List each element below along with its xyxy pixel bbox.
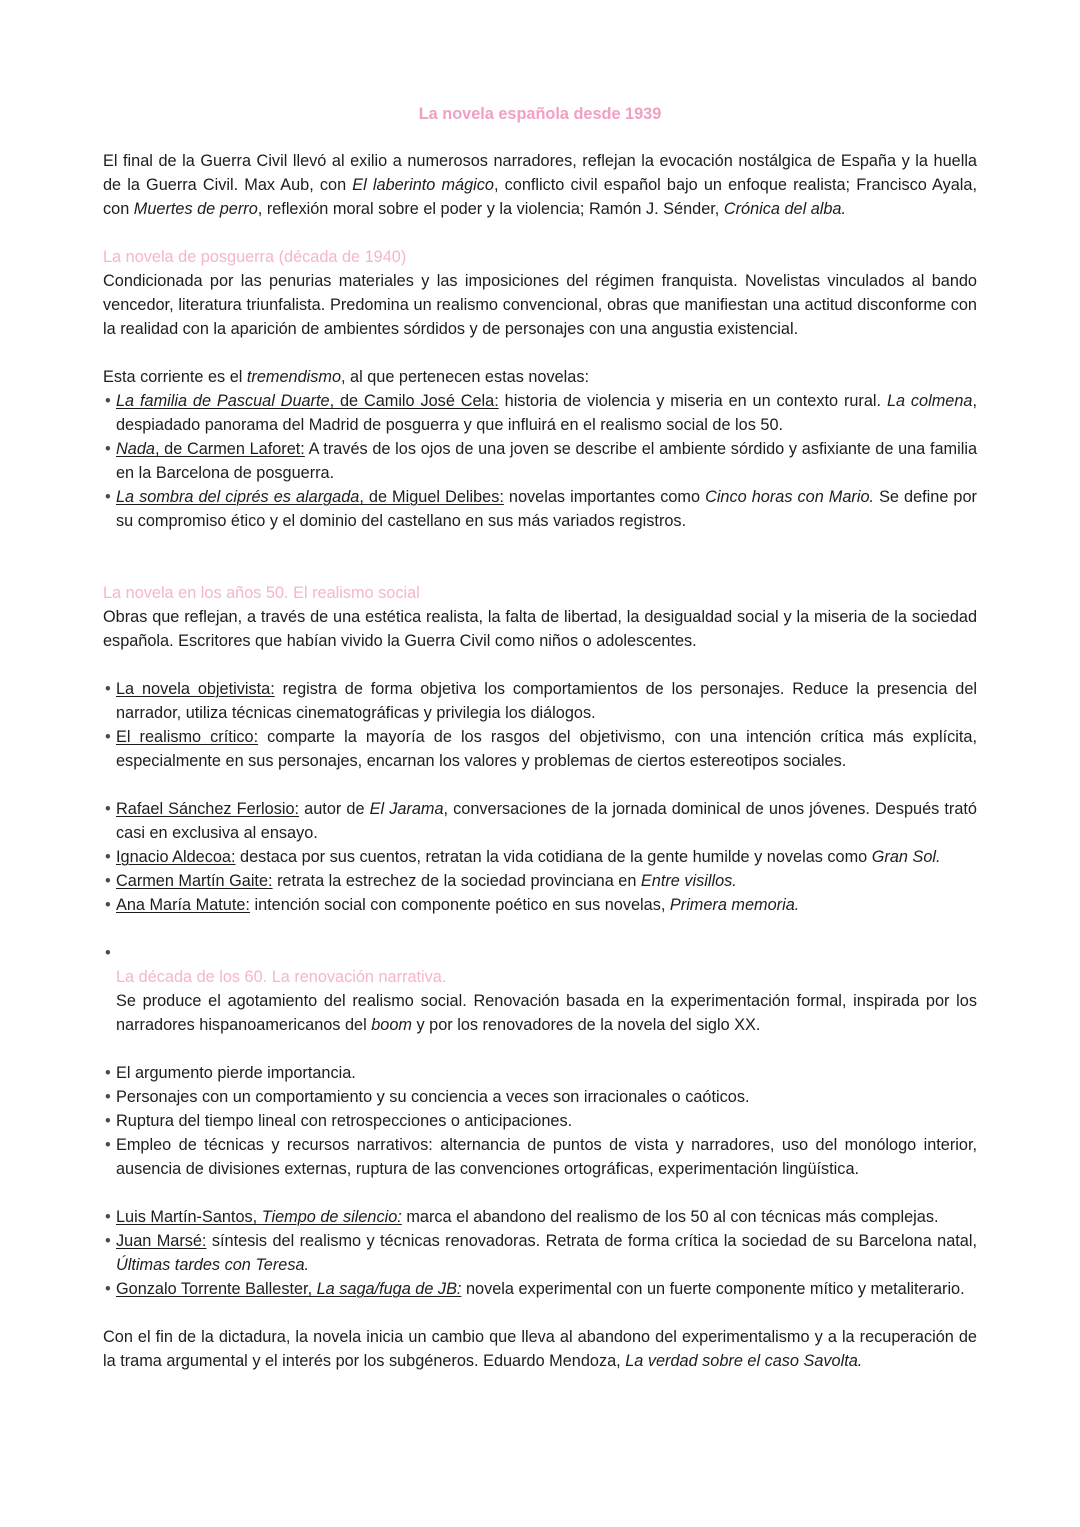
work-title: Primera memoria. bbox=[669, 896, 800, 914]
novel-description: , despiadado panorama del Madrid de posguerra y que influirá en el realismo social de los 50. bbox=[116, 392, 977, 434]
related-work-title: Cinco horas con Mario. bbox=[705, 488, 875, 506]
trend-description: comparte la mayoría de los rasgos del objetivismo, con una intención crítica más explícita, especialmente en sus personajes, encarnan los valores y problemas de ciertos estereotipos sociales. bbox=[116, 728, 977, 770]
section-posguerra bbox=[103, 245, 977, 533]
author-name: Ignacio Aldecoa: bbox=[116, 848, 236, 866]
trend-item bbox=[103, 677, 977, 725]
related-work-title: La colmena bbox=[886, 392, 973, 410]
novel-author: , de Carmen Laforet: bbox=[154, 440, 305, 458]
work-title: La saga/fuga de JB: bbox=[316, 1280, 462, 1298]
author-item bbox=[103, 1277, 977, 1301]
novel-author: , de Camilo José Cela: bbox=[329, 392, 499, 410]
conclusion-text: Con el fin de la dictadura, la novela inicia un cambio que lleva al abandono del experimentalismo y a la recuperación de la trama argumental y el interés por los subgéneros. Eduardo Mendoza, bbox=[103, 1328, 977, 1370]
author-item bbox=[103, 845, 977, 869]
author-item bbox=[103, 893, 977, 917]
novel-item bbox=[103, 389, 977, 437]
work-title: El laberinto mágico bbox=[352, 176, 494, 194]
novel-title: La sombra del ciprés es alargada bbox=[116, 488, 360, 506]
author-description: intención social con componente poético en sus novelas, bbox=[249, 896, 670, 914]
trend-label: La novela objetivista: bbox=[116, 680, 275, 698]
author-reference bbox=[116, 1208, 402, 1226]
lead-text: , al que pertenecen estas novelas: bbox=[341, 368, 590, 386]
author-description: , conversaciones de la jornada dominical de unos jóvenes. Después trató casi en exclusiva al ensayo. bbox=[116, 800, 977, 842]
novel-title: Nada bbox=[116, 440, 155, 458]
author-item bbox=[103, 869, 977, 893]
author-description: novela experimental con un fuerte componente mítico y metaliterario. bbox=[461, 1280, 965, 1298]
author-name: Luis Martín-Santos, bbox=[116, 1208, 262, 1226]
section-heading: La novela en los años 50. El realismo social bbox=[103, 584, 420, 602]
author-name: Juan Marsé: bbox=[116, 1232, 207, 1250]
section-description: Obras que reflejan, a través de una estética realista, la falta de libertad, la desigualdad social y la miseria de la sociedad española. Escritores que habían vivido la Guerra Civil como niños o adolescentes. bbox=[103, 608, 977, 650]
author-list bbox=[103, 1205, 977, 1301]
author-description: autor de bbox=[299, 800, 370, 818]
author-name: Gonzalo Torrente Ballester, bbox=[116, 1280, 317, 1298]
intro-text: , conflicto civil español bajo un enfoque realista; Francisco Ayala, con bbox=[103, 176, 977, 218]
work-title: La verdad sobre el caso Savolta. bbox=[625, 1352, 863, 1370]
author-item bbox=[103, 1205, 977, 1229]
novel-item bbox=[103, 437, 977, 485]
work-title: Muertes de perro bbox=[133, 200, 258, 218]
novel-title: La familia de Pascual Duarte bbox=[116, 392, 330, 410]
novel-description: historia de violencia y miseria en un contexto rural. bbox=[498, 392, 887, 410]
conclusion-paragraph bbox=[103, 1325, 977, 1373]
novel-list bbox=[103, 389, 977, 533]
intro-paragraph bbox=[103, 149, 977, 221]
empty-bullet-list bbox=[103, 941, 977, 965]
novel-reference bbox=[116, 440, 305, 458]
author-list bbox=[103, 797, 977, 917]
author-name: Carmen Martín Gaite: bbox=[116, 872, 273, 890]
novel-reference bbox=[116, 488, 504, 506]
description-text: Se produce el agotamiento del realismo social. Renovación basada en la experimentación formal, inspirada por los narradores hispanoamericanos del bbox=[116, 992, 977, 1034]
section-heading: La novela de posguerra (década de 1940) bbox=[103, 248, 407, 266]
work-title: Últimas tardes con Teresa. bbox=[116, 1256, 310, 1274]
trend-label: El realismo crítico: bbox=[116, 728, 259, 746]
author-name: Rafael Sánchez Ferlosio: bbox=[116, 800, 300, 818]
author-reference bbox=[116, 1280, 461, 1298]
feature-item: • Personajes con un comportamiento y su conciencia a veces son irracionales o caóticos. bbox=[103, 1085, 977, 1109]
work-title: Tiempo de silencio: bbox=[261, 1208, 402, 1226]
work-title: Gran Sol. bbox=[871, 848, 941, 866]
novel-author: , de Miguel Delibes: bbox=[359, 488, 504, 506]
novel-description: novelas importantes como bbox=[503, 488, 706, 506]
author-item bbox=[103, 1229, 977, 1277]
author-description: destaca por sus cuentos, retratan la vida cotidiana de la gente humilde y novelas como bbox=[235, 848, 872, 866]
author-name: Ana María Matute: bbox=[116, 896, 250, 914]
section-renovacion bbox=[103, 941, 977, 1301]
intro-text: El final de la Guerra Civil llevó al exilio a numerosos narradores, reflejan la evocación nostálgica de España y la huella de la Guerra Civil. Max Aub, con bbox=[103, 152, 977, 194]
empty-list-item bbox=[103, 941, 977, 965]
intro-text: , reflexión moral sobre el poder y la violencia; Ramón J. Sénder, bbox=[257, 200, 724, 218]
indented-block bbox=[116, 965, 977, 1037]
novel-description: Se define por su compromiso ético y el dominio del castellano en sus más variados registros. bbox=[116, 488, 977, 530]
description-text: y por los renovadores de la novela del siglo XX. bbox=[411, 1016, 761, 1034]
section-heading: La década de los 60. La renovación narrativa. bbox=[116, 968, 447, 986]
trend-list bbox=[103, 677, 977, 773]
novel-description: A través de los ojos de una joven se describe el ambiente sórdido y asfixiante de una familia en la Barcelona de posguerra. bbox=[116, 440, 977, 482]
feature-item: • El argumento pierde importancia. bbox=[103, 1061, 977, 1085]
work-title: El Jarama bbox=[369, 800, 444, 818]
document-title: La novela española desde 1939 bbox=[418, 105, 662, 123]
author-description: retrata la estrechez de la sociedad provinciana en bbox=[272, 872, 641, 890]
novel-reference bbox=[116, 392, 499, 410]
document-page bbox=[103, 102, 977, 1373]
author-item bbox=[103, 797, 977, 845]
feature-item: • Empleo de técnicas y recursos narrativos: alternancia de puntos de vista y narradores, uso del monólogo interior, ausencia de divisiones externas, ruptura de las convenciones ortográficas, experimentación lingüística. bbox=[103, 1133, 977, 1181]
section-description bbox=[116, 989, 977, 1037]
trend-description: registra de forma objetiva los comportamientos de los personajes. Reduce la presencia del narrador, utiliza técnicas cinematográficas y privilegia los diálogos. bbox=[116, 680, 977, 722]
work-title: Crónica del alba. bbox=[723, 200, 847, 218]
term-boom: boom bbox=[371, 1016, 412, 1034]
feature-list bbox=[103, 1061, 977, 1181]
novel-item bbox=[103, 485, 977, 533]
author-description: síntesis del realismo y técnicas renovadoras. Retrata de forma crítica la sociedad de su Barcelona natal, bbox=[206, 1232, 977, 1250]
section-realismo-social bbox=[103, 581, 977, 917]
term-tremendismo: tremendismo bbox=[246, 368, 341, 386]
lead-text: Esta corriente es el bbox=[103, 368, 247, 386]
tremendismo-lead bbox=[103, 365, 977, 389]
feature-item: • Ruptura del tiempo lineal con retrospecciones o anticipaciones. bbox=[103, 1109, 977, 1133]
trend-item bbox=[103, 725, 977, 773]
work-title: Entre visillos. bbox=[640, 872, 737, 890]
section-description: Condicionada por las penurias materiales y las imposiciones del régimen franquista. Novelistas vinculados al bando vencedor, literatura triunfalista. Predomina un realismo convencional, obras que manifiestan una actitud disconforme con la realidad con la aparición de ambientes sórdidos y de personajes con una angustia existencial. bbox=[103, 272, 977, 338]
author-description: marca el abandono del realismo de los 50 al con técnicas más complejas. bbox=[401, 1208, 939, 1226]
